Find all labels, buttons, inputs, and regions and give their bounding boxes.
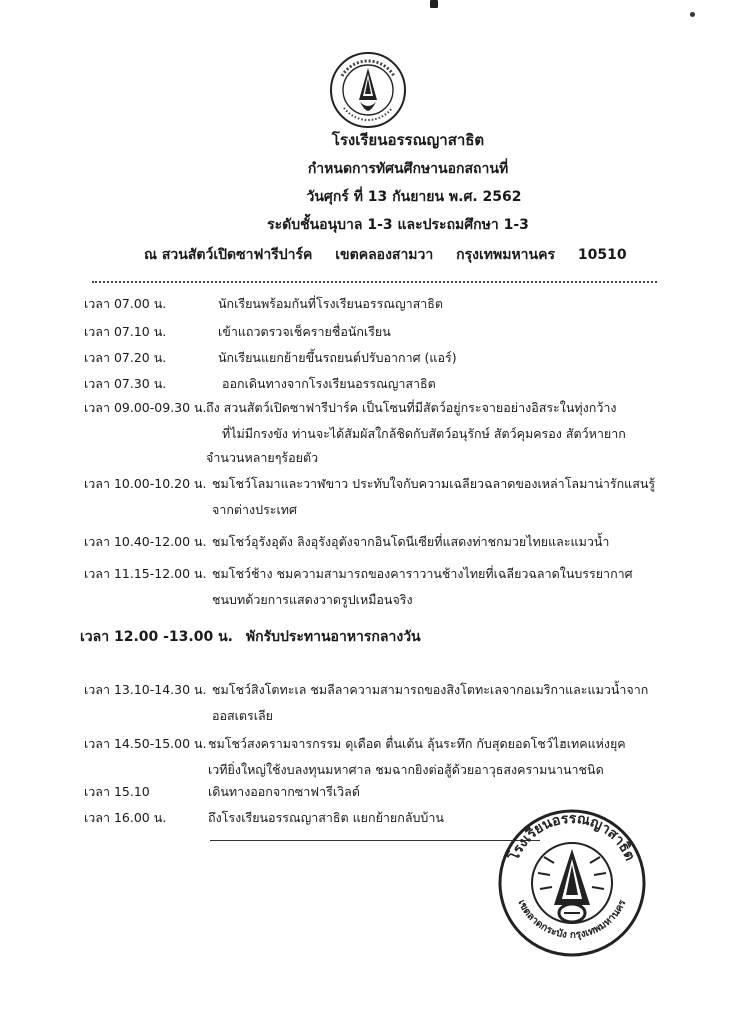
schedule-activity: เดินทางออกจากซาฟารีเวิลด์ xyxy=(208,784,360,799)
signature-line xyxy=(210,840,540,841)
schedule-time: เวลา 14.50-15.00 น. xyxy=(84,736,207,751)
schedule-activity: ถึงโรงเรียนอรรณญาสาธิต แยกย้ายกลับบ้าน xyxy=(208,810,444,825)
schedule-time: เวลา 16.00 น. xyxy=(84,810,167,825)
venue-postcode: 10510 xyxy=(577,247,627,263)
document-title: กำหนดการทัศนศึกษานอกสถานที่ xyxy=(307,161,509,177)
schedule-activity: ออกเดินทางจากโรงเรียนอรรณญาสาธิต xyxy=(222,376,436,391)
school-logo xyxy=(328,50,408,130)
scan-dot xyxy=(690,12,695,17)
venue-name: ณ สวนสัตว์เปิดซาฟารีปาร์ค xyxy=(144,247,313,263)
venue-district: เขตคลองสามวา xyxy=(335,247,434,263)
schedule-time: เวลา 07.30 น. xyxy=(84,376,167,391)
schedule-activity: ชมโชว์ช้าง ชมความสามารถของคาราวานช้างไทยที่เฉลียวฉลาดในบรรยากาศ xyxy=(212,566,633,581)
school-stamp xyxy=(492,805,652,960)
schedule-activity: ชมโชว์โลมาและวาฬขาว ประทับใจกับความเฉลียวฉลาดของเหล่าโลมาน่ารักแสนรู้ xyxy=(212,476,656,491)
schedule-time: เวลา 07.20 น. xyxy=(84,350,167,365)
schedule-activity: นักเรียนพร้อมกันที่โรงเรียนอรรณญาสาธิต xyxy=(218,296,444,311)
schedule-time: เวลา 07.00 น. xyxy=(84,296,167,311)
schedule-activity: ชมโชว์อุรังอุตัง ลิงอุรังอุตังจากอินโดนีเซียที่แสดงท่าชกมวยไทยและแมวน้ำ xyxy=(212,534,610,549)
trip-date: วันศุกร์ ที่ 13 กันยายน พ.ศ. 2562 xyxy=(306,189,522,205)
venue-line xyxy=(0,244,744,266)
lunch-label: พักรับประทานอาหารกลางวัน xyxy=(245,629,421,645)
stamp-top-text: โรงเรียนอรรณญาสาธิต xyxy=(506,810,638,864)
lunch-break xyxy=(80,626,421,648)
schedule-time: เวลา 13.10-14.30 น. xyxy=(84,682,207,697)
schedule-activity: ชมโชว์สงครามจารกรรม ดุเดือด ตื่นเต้น ลุ้นระทึก กับสุดยอดโชว์ไฮเทคแห่งยุค xyxy=(208,736,626,751)
venue-province: กรุงเทพมหานคร xyxy=(456,247,555,263)
lunch-time: เวลา 12.00 -13.00 น. xyxy=(80,629,233,645)
school-name: โรงเรียนอรรณญาสาธิต xyxy=(331,131,485,149)
schedule-activity-cont: เวทียิ่งใหญ่ใช้งบลงทุนมหาศาล ชมฉากยิงต่อสู้ด้วยอาวุธสงครามนานาชนิด xyxy=(208,762,604,777)
schedule-activity: ถึง สวนสัตว์เปิดซาฟารีปาร์ค เป็นโซนที่มีสัตว์อยู่กระจายอย่างอิสระในทุ่งกว้าง xyxy=(206,400,617,415)
scan-mark xyxy=(430,0,438,8)
schedule-activity-cont: ออสเตรเลีย xyxy=(212,708,274,723)
schedule-time: เวลา 10.40-12.00 น. xyxy=(84,534,207,549)
schedule-time: เวลา 09.00-09.30 น. xyxy=(84,400,207,415)
dotted-divider xyxy=(92,281,657,283)
schedule-activity: เข้าแถวตรวจเช็ครายชื่อนักเรียน xyxy=(218,324,391,339)
schedule-time: เวลา 07.10 น. xyxy=(84,324,167,339)
schedule-activity: นักเรียนแยกย้ายขึ้นรถยนต์ปรับอากาศ (แอร์) xyxy=(218,350,457,365)
schedule-time: เวลา 10.00-10.20 น. xyxy=(84,476,207,491)
class-levels: ระดับชั้นอนุบาล 1-3 และประถมศึกษา 1-3 xyxy=(267,217,529,233)
schedule-time: เวลา 11.15-12.00 น. xyxy=(84,566,207,581)
schedule-activity-cont: ที่ไม่มีกรงขัง ท่านจะได้สัมผัสใกล้ชิดกับสัตว์อนุรักษ์ สัตว์คุมครอง สัตว์หายาก xyxy=(222,426,626,441)
schedule-activity-cont: ชนบทด้วยการแสดงวาดรูปเหมือนจริง xyxy=(212,592,413,607)
schedule-time: เวลา 15.10 xyxy=(84,784,150,799)
schedule-activity-cont: จากต่างประเทศ xyxy=(212,502,297,517)
schedule-activity-cont: จำนวนหลายๆร้อยตัว xyxy=(206,450,319,465)
schedule-activity: ชมโชว์สิงโตทะเล ชมลีลาความสามารถของสิงโตทะเลจากอเมริกาและแมวน้ำจาก xyxy=(212,682,649,697)
stamp-bottom-text: เขตลาดกระบัง กรุงเทพมหานคร xyxy=(515,898,629,941)
